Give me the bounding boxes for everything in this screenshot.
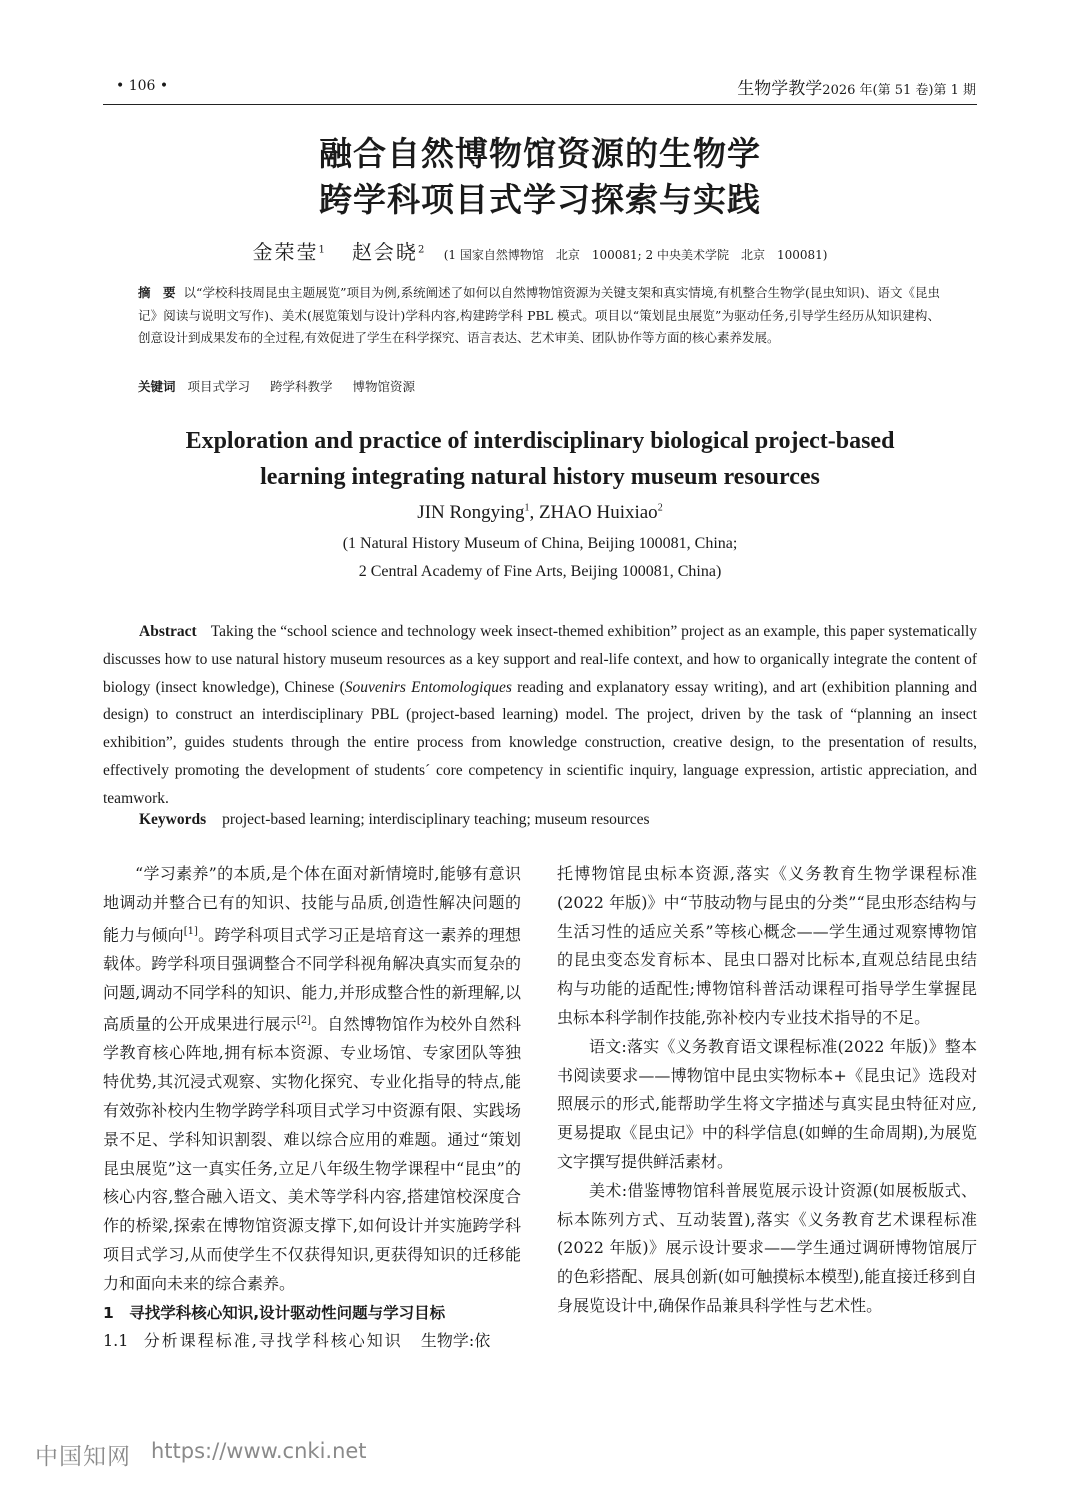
citation-ref: [2] xyxy=(296,1015,311,1027)
journal-name: 生物学教学 xyxy=(737,79,823,99)
author2-en: ZHAO Huixiao xyxy=(538,502,658,523)
body-left-column xyxy=(103,860,521,1356)
abstract-en-text1: Taking the “school science and technology week insect-themed exhibition” project as an example, this paper systematically discusses how to use natural history museum resources as a key support and real-life context, and how to organically integrate the content of biology (insect knowledge), Chinese ( xyxy=(103,623,977,696)
author2-sup: 2 xyxy=(417,244,425,256)
journal-issue: 2026 年(第 51 卷)第 1 期 xyxy=(822,83,976,98)
body-paragraph: 美术:借鉴博物馆科普展览展示设计资源(如展板版式、标本陈列方式、互动装置),落实《义务教育艺术课程标准(2022 年版)》展示设计要求——学生通过调研博物馆展厅的色彩搭配、展具创新(如可触摸标本模型),能直接迁移到自身展览设计中,确保作品兼具科学性与艺术性。 xyxy=(557,1180,977,1315)
keywords-en-text: project-based learning; interdisciplinary teaching; museum resources xyxy=(222,811,650,828)
page-number: • 106 • xyxy=(116,78,169,94)
heading-title: 分析课程标准,寻找学科核心知识 xyxy=(143,1331,403,1351)
abstract-en-italic: Souvenirs Entomologiques xyxy=(344,678,512,696)
english-title-line1: Exploration and practice of interdisciplinary biological project-based xyxy=(185,428,895,454)
author2-cn: 赵会晓 xyxy=(351,240,418,264)
author1-en: JIN Rongying xyxy=(417,502,525,523)
body-right-column xyxy=(557,860,977,1321)
chinese-title-line2: 跨学科项目式学习探索与实践 xyxy=(319,180,761,219)
body-text: “学习素养”的本质,是个体在面对新情境时,能够有意识地调动并整合已有的知识、技能与品质,创造性解决问题的能力与倾向 xyxy=(103,864,521,944)
keyword-cn-2: 跨学科教学 xyxy=(269,379,333,394)
affiliations-cn: (1 国家自然博物馆 北京 100081; 2 中央美术学院 北京 100081) xyxy=(443,248,828,262)
body-text: 。自然博物馆作为校外自然科学教育核心阵地,拥有标本资源、专业场馆、专家团队等独特优势,其沉浸式观察、实物化探究、专业化指导的特点,能有效弥补校内生物学跨学科项目式学习中资源有限、实践场景不足、学科知识割裂、难以综合应用的难题。通过“策划昆虫展览”这一真实任务,立足八年级生物学课程中“昆虫”的核心内容,整合融入语文、美术等学科内容,搭建馆校深度合作的桥梁,探索在博物馆资源支撑下,如何设计并实施跨学科项目式学习,从而使学生不仅获得知识,更获得知识的迁移能力和面向未来的综合素养。 xyxy=(103,1014,521,1293)
keyword-cn-1: 项目式学习 xyxy=(187,379,250,394)
abstract-cn-label: 摘 要 xyxy=(138,285,176,300)
author1-cn: 金荣莹 xyxy=(252,240,319,264)
heading-number: 1.1 xyxy=(103,1331,129,1351)
keywords-en xyxy=(139,811,650,829)
citation-ref: [1] xyxy=(183,925,198,937)
header-rule xyxy=(103,104,977,105)
body-text: 。跨学科项目式学习正是培育这一素养的理想载体。跨学科项目强调整合不同学科视角解决真实而复杂的问题,调动不同学科的知识、能力,并形成整合性的新理解,以高质量的公开成果进行展示 xyxy=(103,924,521,1034)
chinese-authors xyxy=(0,236,1080,265)
section-heading-1-1 xyxy=(103,1327,521,1356)
author2-en-sup: 2 xyxy=(657,502,663,514)
section-heading-1: 1 寻找学科核心知识,设计驱动性问题与学习目标 xyxy=(103,1303,446,1322)
heading-text: 生物学:依 xyxy=(420,1331,491,1351)
cnki-url-link[interactable]: https://www.cnki.net xyxy=(151,1439,367,1463)
abstract-cn xyxy=(138,282,940,350)
affiliation-en-line2: 2 Central Academy of Fine Arts, Beijing 100081, China) xyxy=(358,563,722,580)
abstract-en-label: Abstract xyxy=(139,623,197,640)
chinese-title-line1: 融合自然博物馆资源的生物学 xyxy=(319,134,761,173)
keywords-cn-label: 关键词 xyxy=(138,379,176,394)
author1-sup: 1 xyxy=(318,244,325,256)
author1-en-sup: 1 xyxy=(524,502,530,514)
abstract-cn-text: 以“学校科技周昆虫主题展览”项目为例,系统阐述了如何以自然博物馆资源为关键支架和真实情境,有机整合生物学(昆虫知识)、语文《昆虫记》阅读与说明文写作)、美术(展览策划与设计)学科内容,构建跨学科 PBL 模式。项目以“策划昆虫展览”为驱动任务,引导学生经历从知识建构、创意设计到成果发布的全过程,有效促进了学生在科学探究、语言表达、艺术审美、团队协作等方面的核心素养发展。 xyxy=(138,285,940,345)
keywords-en-label: Keywords xyxy=(139,811,207,828)
body-paragraph xyxy=(103,860,521,1299)
keywords-cn xyxy=(138,377,431,395)
english-title-line2: learning integrating natural history museum resources xyxy=(260,464,820,490)
keyword-cn-3: 博物馆资源 xyxy=(352,379,415,394)
affiliation-en-line1: (1 Natural History Museum of China, Beijing 100081, China; xyxy=(342,535,738,552)
cnki-logo: 中国知网 xyxy=(35,1444,131,1470)
english-authors: JIN Rongying$^1$, ZHAO Huixiao$^2$ xyxy=(417,502,663,523)
abstract-en-text2: reading and explanatory essay writing), and art (exhibition planning and design) to construct an interdisciplinary PBL (project-based learning) model. The project, driven by the task of “planning an insect exhibition”, guides students through the entire process from knowledge construction, creative design, to the presentation of results, effectively promoting the development of students´ core competency in scientific inquiry, language expression, artistic appreciation, and teamwork. xyxy=(103,678,977,807)
body-paragraph: 语文:落实《义务教育语文课程标准(2022 年版)》整本书阅读要求——博物馆中昆虫实物标本+《昆虫记》选段对照展示的形式,能帮助学生将文字描述与真实昆虫特征对应,更易提取《昆虫记》中的科学信息(如蝉的生命周期),为展览文字撰写提供鲜活素材。 xyxy=(557,1036,977,1171)
body-paragraph: 托博物馆昆虫标本资源,落实《义务教育生物学课程标准(2022 年版)》中“节肢动物与昆虫的分类”“昆虫形态结构与生活习性的适应关系”等核心概念——学生通过观察博物馆的昆虫变态发育标本、昆虫口器对比标本,直观总结昆虫结构与功能的适配性;博物馆科普活动课程可指导学生掌握昆虫标本科学制作技能,弥补校内专业技术指导的不足。 xyxy=(557,864,977,1027)
journal-header xyxy=(737,74,976,99)
abstract-en xyxy=(103,618,977,813)
